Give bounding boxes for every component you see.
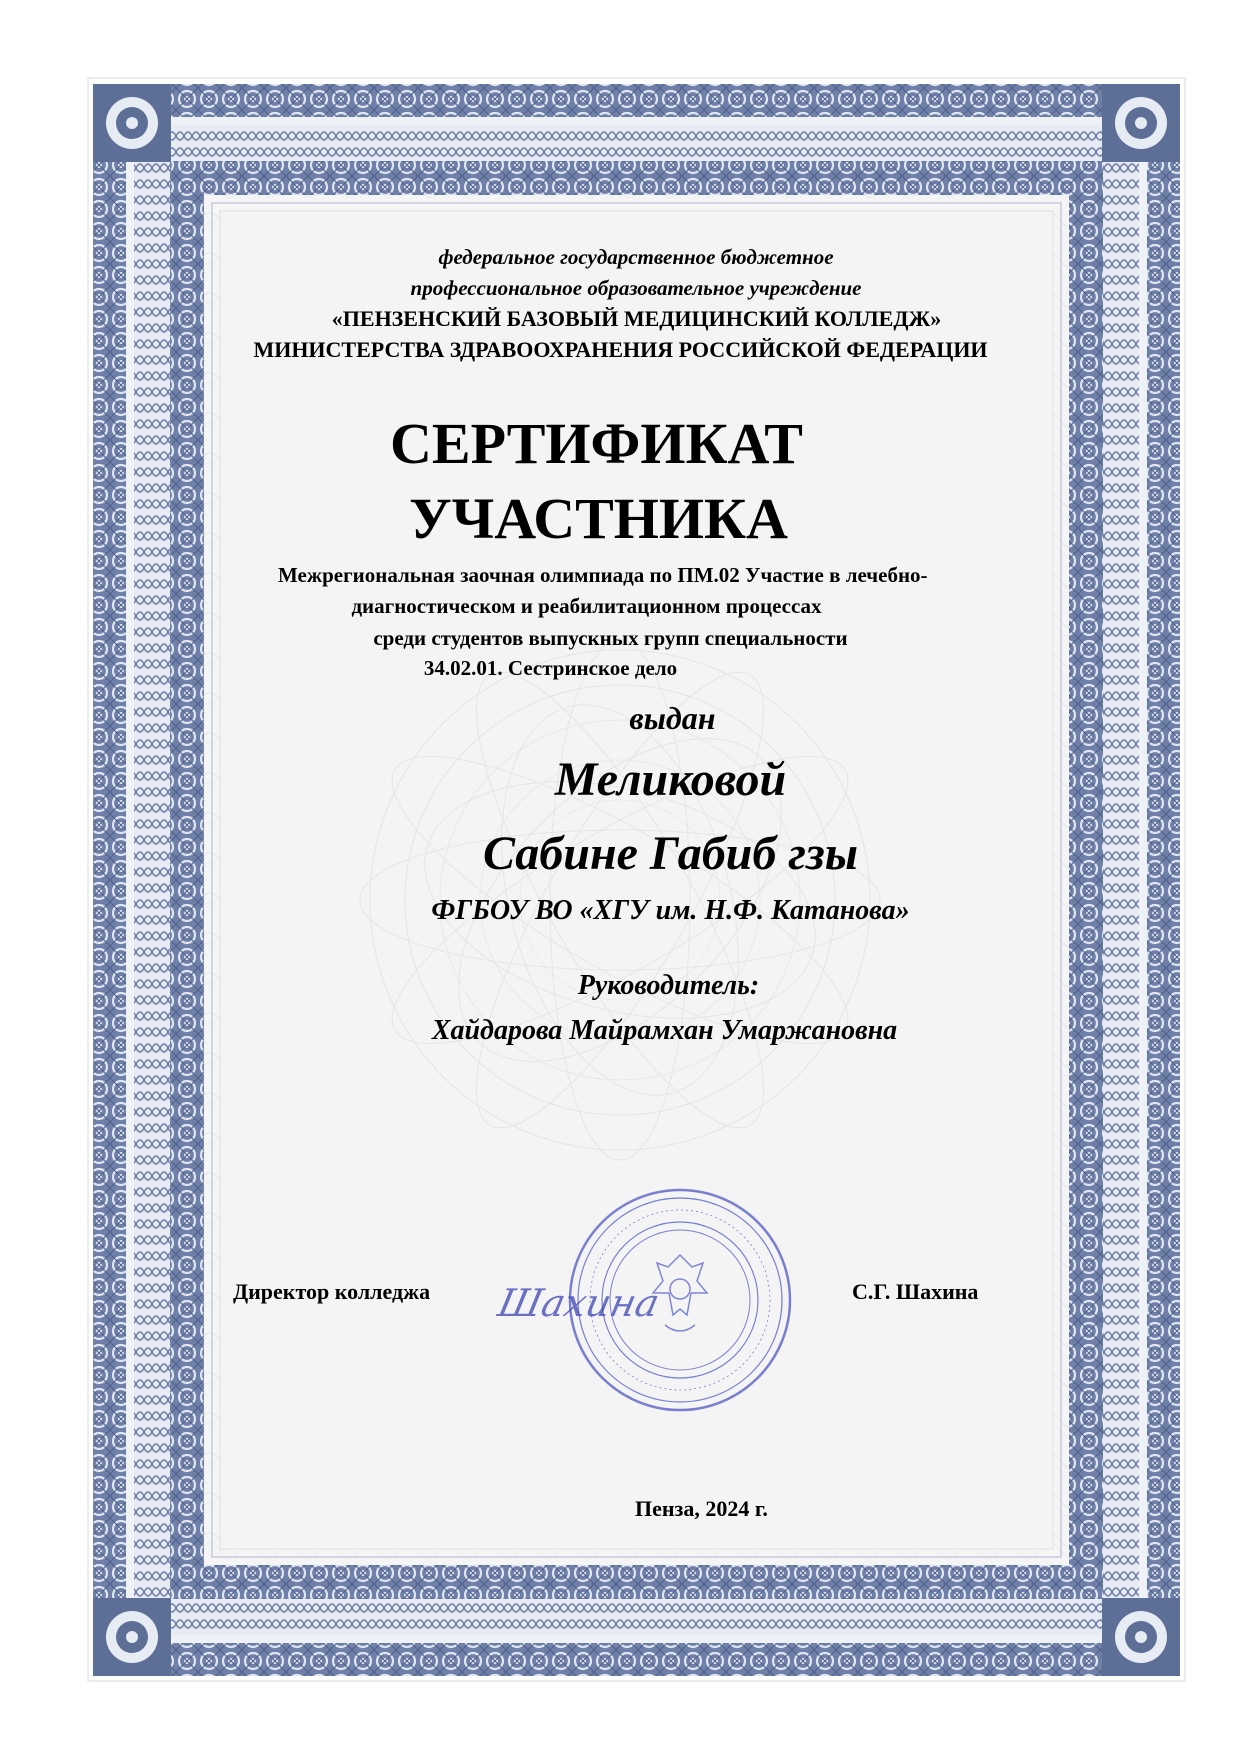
- certificate-title-line-2: УЧАСТНИКА: [409, 486, 788, 551]
- competition-line-4: 34.02.01. Сестринское дело: [423, 656, 678, 680]
- supervisor-name: Хайдарова Майрамхан Умаржановна: [431, 1015, 898, 1046]
- supervisor-label: Руководитель:: [577, 970, 760, 1001]
- organization-line-1: федеральное государственное бюджетное: [438, 245, 834, 269]
- competition-line-1: Межрегиональная заочная олимпиада по ПМ.02 Участие в лечебно-: [278, 563, 928, 587]
- corner-ornament-bottom-left: [93, 1598, 171, 1676]
- competition-line-2: диагностическом и реабилитационном процессах: [351, 594, 822, 618]
- competition-line-3: среди студентов выпускных групп специальности: [373, 626, 848, 650]
- issued-label: выдан: [629, 700, 716, 736]
- city-and-year: Пенза, 2024 г.: [635, 1496, 768, 1521]
- recipient-institution: ФГБОУ ВО «ХГУ им. Н.Ф. Катанова»: [431, 895, 910, 926]
- corner-ornament-top-left: [93, 84, 171, 162]
- signature-text: Шахина: [494, 1281, 664, 1326]
- director-signature: [486, 1270, 736, 1340]
- certificate-title-line-1: СЕРТИФИКАТ: [390, 411, 803, 476]
- organization-line-3: «ПЕНЗЕНСКИЙ БАЗОВЫЙ МЕДИЦИНСКИЙ КОЛЛЕДЖ»: [331, 306, 942, 331]
- organization-line-2: профессиональное образовательное учреждение: [410, 276, 862, 300]
- recipient-name-line-2: Сабине Габиб гзы: [482, 827, 859, 880]
- corner-ornament-bottom-right: [1102, 1598, 1180, 1676]
- director-label: Директор колледжа: [233, 1279, 431, 1304]
- organization-line-4: МИНИСТЕРСТВА ЗДРАВООХРАНЕНИЯ РОССИЙСКОЙ ФЕДЕРАЦИИ: [253, 337, 988, 362]
- director-name: С.Г. Шахина: [852, 1279, 979, 1304]
- corner-ornament-top-right: [1102, 84, 1180, 162]
- recipient-name-line-1: Меликовой: [554, 753, 787, 806]
